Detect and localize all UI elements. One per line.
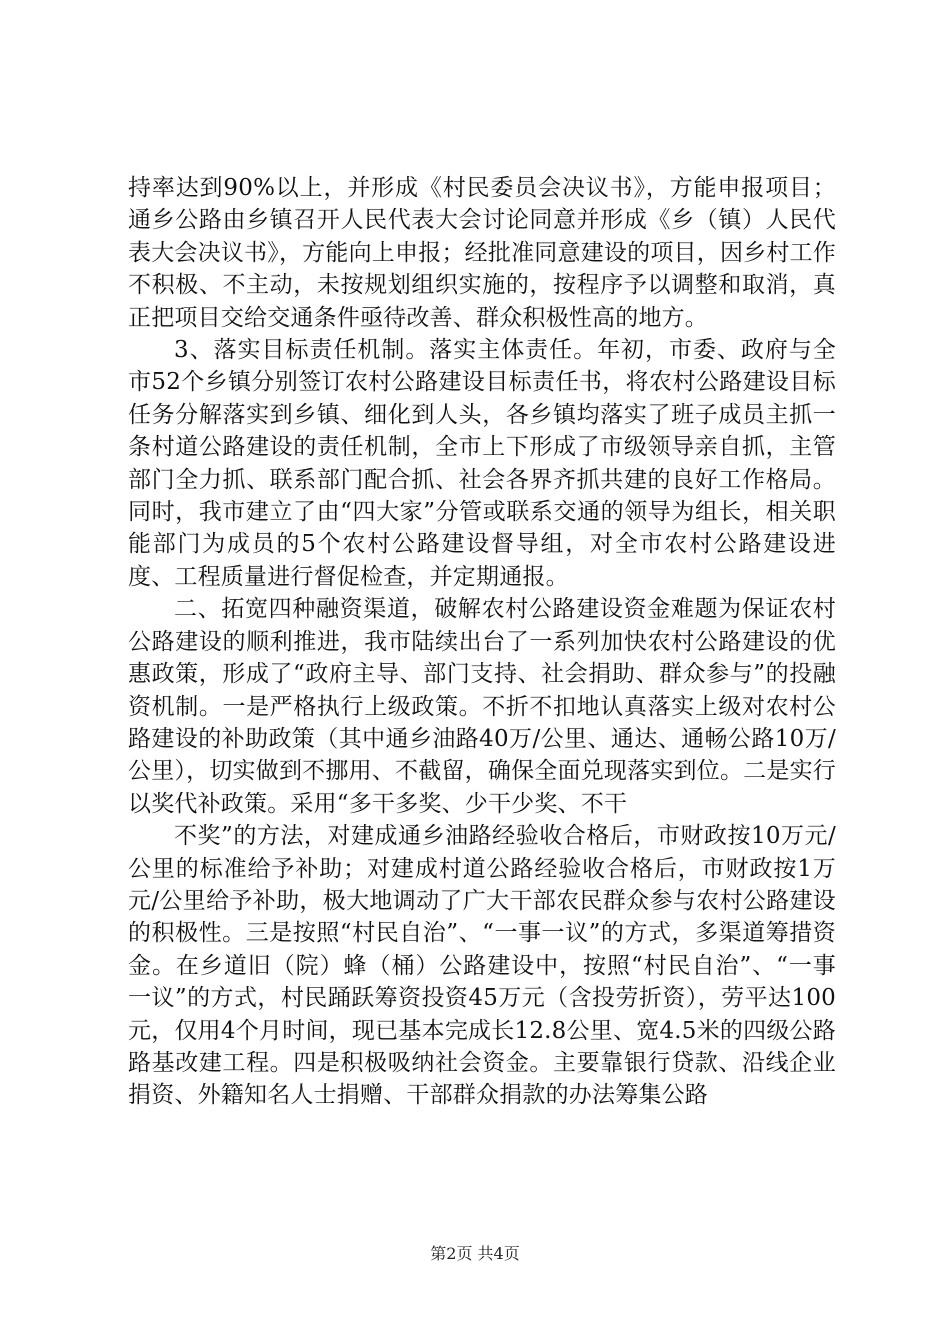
paragraph-4: 不奖”的方法，对建成通乡油路经验收合格后，市财政按10万元/公里的标准给予补助；对建成村道公路经验收合格后，市财政按1万元/公里给予补助，极大地调动了广大干部农民群众参与农村公路建设的积极性。三是按照“村民自治”、“一事一议”的方式，多渠道筹措资金。在乡道旧（院）蜂（桶）公路建设中，按照“村民自治”、“一事一议”的方式，村民踊跃筹资投资45万元（含投劳折资），劳平达100元，仅用4个月时间，现已基本完成长12.8公里、宽4.5米的四级公路路基改建工程。四是积极吸纳社会资金。主要靠银行贷款、沿线企业捐资、外籍知名人士捐赠、干部群众捐款的办法筹集公路 xyxy=(128,823,836,1109)
paragraph-3: 二、拓宽四种融资渠道，破解农村公路建设资金难题为保证农村公路建设的顺利推进，我市陆续出台了一系列加快农村公路建设的优惠政策，形成了“政府主导、部门支持、社会捐助、群众参与”的投融资机制。一是严格执行上级政策。不折不扣地认真落实上级对农村公路建设的补助政策（其中通乡油路40万/公里、通达、通畅公路10万/公里），切实做到不挪用、不截留，确保全面兑现落实到位。二是实行以奖代补政策。采用“多干多奖、少干少奖、不干 xyxy=(128,596,836,817)
page-number-footer: 第2页 共4页 xyxy=(430,1244,520,1263)
paragraph-1: 持率达到90%以上，并形成《村民委员会决议书》，方能申报项目；通乡公路由乡镇召开人民代表大会讨论同意并形成《乡（镇）人民代表大会决议书》，方能向上申报；经批准同意建设的项目，因乡村工作不积极、不主动，未按规划组织实施的，按程序予以调整和取消，真正把项目交给交通条件亟待改善、群众积极性高的地方。 xyxy=(128,175,836,331)
body-text xyxy=(128,172,836,1112)
paragraph-2: 3、落实目标责任机制。落实主体责任。年初，市委、政府与全市52个乡镇分别签订农村公路建设目标责任书，将农村公路建设目标任务分解落实到乡镇、细化到人头，各乡镇均落实了班子成员主抓一条村道公路建设的责任机制，全市上下形成了市级领导亲自抓，主管部门全力抓、联系部门配合抓、社会各界齐抓共建的良好工作格局。同时，我市建立了由“四大家”分管或联系交通的领导为组长，相关职能部门为成员的5个农村公路建设督导组，对全市农村公路建设进度、工程质量进行督促检查，并定期通报。 xyxy=(128,337,836,590)
